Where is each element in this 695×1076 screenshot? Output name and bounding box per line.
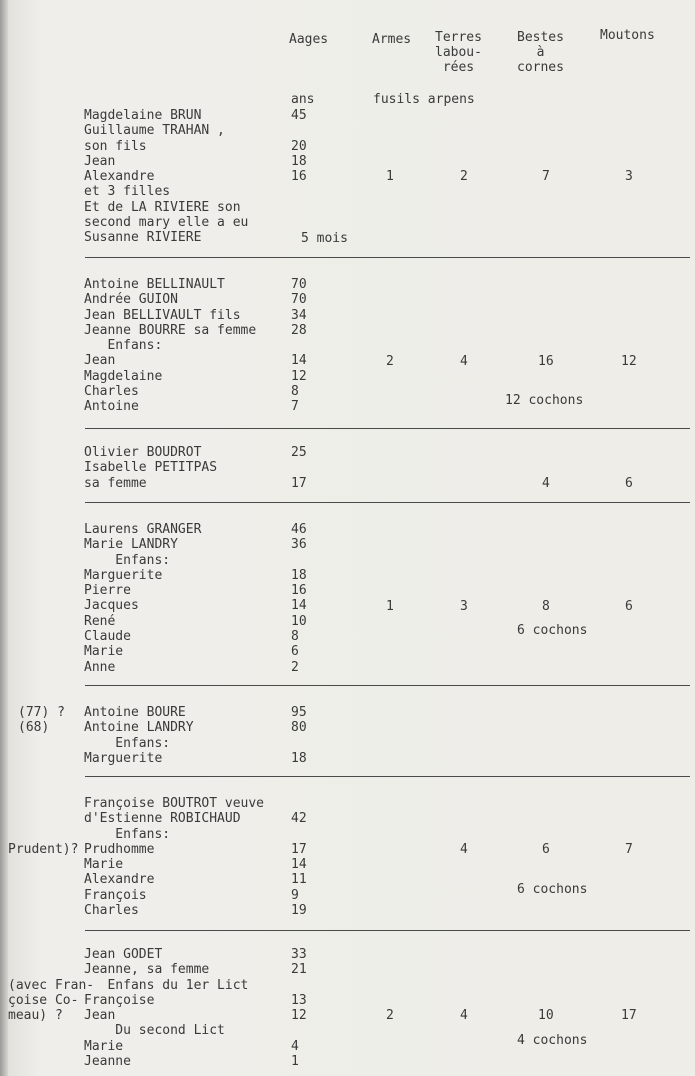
person-age: 6 <box>291 644 299 660</box>
person-age: 80 <box>291 720 307 736</box>
person-name: Pierre <box>84 583 131 599</box>
col-arms-header: Armes <box>372 32 412 47</box>
person-age: 95 <box>291 705 307 720</box>
margin-note: (avec Fran- çoise Co- meau) ? <box>8 977 95 1024</box>
person-name: Susanne RIVIERE <box>84 230 202 246</box>
person-name: Antoine LANDRY <box>84 720 194 736</box>
person-age: 34 <box>291 307 307 323</box>
sheep-value: 3 <box>625 169 633 185</box>
family-ages <box>291 108 307 246</box>
person-age: 9 <box>291 887 299 903</box>
person-name: Olivier BOUDROT <box>84 445 202 460</box>
lands-value: 4 <box>460 1008 468 1024</box>
cattle-value: 8 <box>542 598 550 614</box>
family-ages <box>291 277 307 415</box>
lands-value: 3 <box>460 598 468 614</box>
person-name: Jeanne, sa femme <box>84 962 210 978</box>
family-names <box>84 522 201 675</box>
person-age: 46 <box>291 522 307 537</box>
person-name: Enfans: <box>84 735 171 751</box>
person-name: Enfans: <box>84 552 171 568</box>
family-names <box>84 705 194 766</box>
person-age: 16 <box>291 583 307 599</box>
section-divider <box>85 685 690 686</box>
lands-value: 4 <box>460 841 468 857</box>
person-name: Marie <box>84 857 124 873</box>
person-age: 20 <box>291 138 307 154</box>
family-ages <box>291 796 307 918</box>
person-name: et 3 filles <box>84 184 171 200</box>
margin-note: (77) ? (68) <box>18 705 65 736</box>
person-age: 36 <box>291 537 307 553</box>
sheep-value: 17 <box>621 1008 637 1024</box>
person-name: Enfans du 1er Lict <box>84 977 249 993</box>
person-name: Marie <box>84 644 124 660</box>
person-name: Magdelaine BRUN <box>84 108 202 123</box>
person-age <box>291 200 307 215</box>
person-age <box>291 460 307 475</box>
arms-value: 2 <box>386 353 394 369</box>
person-name: Marguerite <box>84 567 163 583</box>
lands-value: 2 <box>460 169 468 185</box>
person-age: 2 <box>291 659 299 675</box>
person-age: 42 <box>291 811 307 827</box>
person-name: Jean <box>84 153 116 169</box>
person-age: 11 <box>291 872 307 888</box>
person-name: Alexandre <box>84 872 155 888</box>
section-divider <box>85 930 690 931</box>
family-names <box>84 108 248 246</box>
person-name: sa femme <box>84 475 147 491</box>
family-names <box>84 796 264 918</box>
person-age: 21 <box>291 962 307 978</box>
unit-arms-lands: fusils arpens <box>373 92 475 107</box>
person-name: Enfans: <box>84 338 163 354</box>
person-age: 16 <box>291 169 307 185</box>
cattle-value: 6 <box>542 841 550 857</box>
person-age <box>291 1023 307 1038</box>
person-age <box>291 184 307 199</box>
person-age: 17 <box>291 475 307 491</box>
person-age: 13 <box>291 992 307 1008</box>
person-age: 70 <box>291 292 307 308</box>
person-age: 1 <box>291 1054 299 1070</box>
cattle-value: 10 <box>538 1008 554 1024</box>
person-name: Marie LANDRY <box>84 537 178 553</box>
person-age: 28 <box>291 322 307 338</box>
margin-note: Prudent)? <box>8 841 79 857</box>
person-age <box>291 796 307 811</box>
lands-value: 4 <box>460 353 468 369</box>
person-name: Prudhomme <box>84 841 155 857</box>
person-age: 33 <box>291 947 307 962</box>
person-age: 4 <box>291 1038 299 1054</box>
unit-ages: ans <box>291 92 315 107</box>
person-name: Alexandre <box>84 169 155 185</box>
family-ages <box>291 522 307 675</box>
arms-value: 1 <box>386 169 394 185</box>
person-name: Du second Lict <box>84 1023 225 1039</box>
person-age <box>291 123 307 138</box>
sheep-value: 7 <box>625 841 633 857</box>
person-age <box>291 215 307 230</box>
infant-age: 5 mois <box>301 231 348 246</box>
person-age: 10 <box>291 613 307 629</box>
person-name: Enfans: <box>84 826 171 842</box>
family-names <box>84 445 217 491</box>
cattle-value: 7 <box>542 169 550 185</box>
person-name: Charles <box>84 384 139 400</box>
person-name: d'Estienne ROBICHAUD <box>84 811 241 827</box>
person-age: 8 <box>291 384 299 400</box>
person-age: 18 <box>291 750 307 766</box>
person-name: Jean BELLIVAULT fils <box>84 307 241 323</box>
person-name: Marie <box>84 1038 124 1054</box>
person-age <box>291 553 307 568</box>
person-age: 17 <box>291 841 307 857</box>
person-age: 45 <box>291 108 307 123</box>
person-age: 25 <box>291 445 307 460</box>
person-name: Anne <box>84 659 116 675</box>
family-ages <box>291 445 307 491</box>
cattle-value: 4 <box>542 475 550 491</box>
person-name: Charles <box>84 903 139 919</box>
col-sheep-header: Moutons <box>600 28 655 43</box>
person-name: Jean <box>84 1008 116 1024</box>
person-name: Magdelaine <box>84 368 163 384</box>
pigs-value: 12 cochons <box>505 393 584 409</box>
person-name: Et de LA RIVIERE son <box>84 199 241 215</box>
section-divider <box>85 428 690 429</box>
person-name: Antoine BOURE <box>84 705 186 720</box>
sheep-value: 6 <box>625 475 633 491</box>
col-cattle-header: Bestes à cornes <box>517 30 564 75</box>
person-name: Laurens GRANGER <box>84 522 202 537</box>
person-name: Andrée GUION <box>84 292 178 308</box>
person-age: 14 <box>291 598 307 614</box>
person-age <box>291 736 307 751</box>
person-age <box>291 827 307 842</box>
person-age: 8 <box>291 629 299 645</box>
person-name: Isabelle PETITPAS <box>84 460 218 476</box>
person-age: 14 <box>291 353 307 369</box>
person-name: Antoine BELLINAULT <box>84 277 225 292</box>
person-name: Jeanne <box>84 1054 131 1070</box>
section-divider <box>85 257 690 258</box>
person-name: Françoise BOUTROT veuve <box>84 796 265 811</box>
person-name: Jeanne BOURRE sa femme <box>84 322 257 338</box>
sheep-value: 12 <box>621 353 637 369</box>
cattle-value: 16 <box>538 353 554 369</box>
col-ages-header: Aages <box>289 32 329 47</box>
person-age: 70 <box>291 277 307 292</box>
section-divider <box>85 776 690 777</box>
sheep-value: 6 <box>625 598 633 614</box>
person-age: 19 <box>291 903 307 919</box>
person-name: Antoine <box>84 399 139 415</box>
person-age: 12 <box>291 368 307 384</box>
family-names <box>84 277 256 415</box>
person-age: 12 <box>291 1008 307 1024</box>
page-binding-shadow <box>0 0 8 1076</box>
person-name: son fils <box>84 138 147 154</box>
person-name: René <box>84 613 116 629</box>
person-age: 18 <box>291 567 307 583</box>
family-ages <box>291 947 307 1069</box>
person-age: 7 <box>291 399 299 415</box>
person-name: Claude <box>84 629 131 645</box>
person-name: Jean GODET <box>84 947 163 962</box>
family-names <box>84 947 248 1069</box>
person-age <box>291 978 307 993</box>
person-name: Jacques <box>84 598 139 614</box>
pigs-value: 4 cochons <box>517 1032 588 1048</box>
pigs-value: 6 cochons <box>517 881 588 897</box>
arms-value: 1 <box>386 598 394 614</box>
person-name: Jean <box>84 353 116 369</box>
family-ages <box>291 705 307 766</box>
pigs-value: 6 cochons <box>517 623 588 639</box>
arms-value: 2 <box>386 1008 394 1024</box>
col-lands-header: Terres labou- rées <box>435 30 482 75</box>
person-name: second mary elle a eu <box>84 215 249 231</box>
person-name: François <box>84 887 147 903</box>
person-name: Françoise <box>84 992 155 1008</box>
person-name: Marguerite <box>84 750 163 766</box>
person-age <box>291 338 307 353</box>
person-age: 14 <box>291 857 307 873</box>
section-divider <box>85 502 690 503</box>
person-age: 18 <box>291 153 307 169</box>
person-name: Guillaume TRAHAN , <box>84 123 225 139</box>
